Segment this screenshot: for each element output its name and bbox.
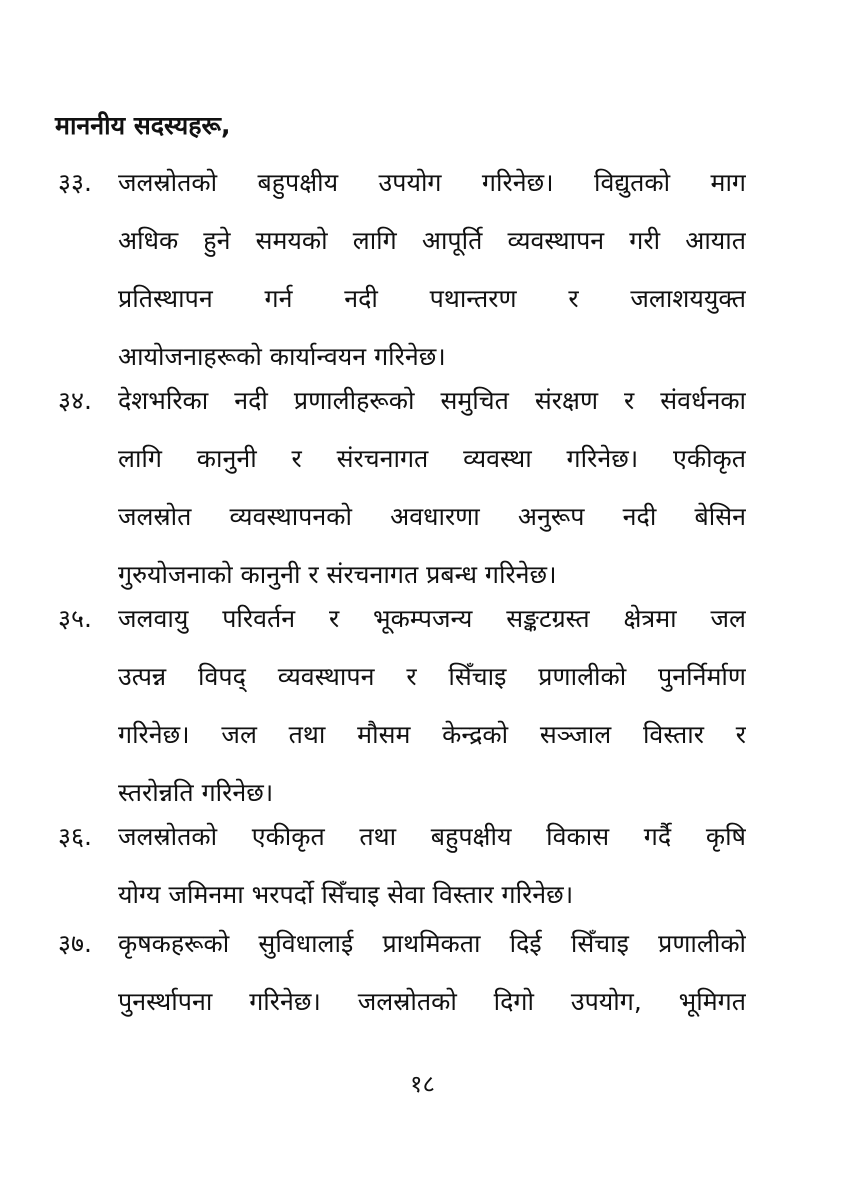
paragraph-34	[58, 372, 748, 604]
salutation-heading: माननीय सदस्यहरू,	[55, 111, 231, 140]
paragraph-number: ३५.	[58, 604, 92, 633]
paragraph-line: कृषकहरूको सुविधालाई प्राथमिकता दिई सिँचाइ प्रणालीको	[118, 929, 746, 958]
paragraph-line: जलवायु परिवर्तन र भूकम्पजन्य सङ्कटग्रस्त क्षेत्रमा जल	[118, 604, 746, 633]
paragraph-number: ३६.	[58, 822, 92, 851]
paragraph-37	[58, 915, 748, 1031]
paragraph-line: जलस्रोतको एकीकृत तथा बहुपक्षीय विकास गर्दै कृषि	[118, 822, 746, 851]
paragraph-33	[58, 154, 748, 386]
paragraph-line: देशभरिका नदी प्रणालीहरूको समुचित संरक्षण र संवर्धनका	[118, 386, 746, 415]
paragraph-line: गरिनेछ। जल तथा मौसम केन्द्रको सञ्जाल विस्तार र	[118, 720, 746, 749]
page-number: १८	[410, 1070, 435, 1098]
paragraph-36	[58, 808, 748, 924]
paragraph-line: अधिक हुने समयको लागि आपूर्ति व्यवस्थापन गरी आयात	[118, 226, 746, 255]
paragraph-line: आयोजनाहरूको कार्यान्वयन गरिनेछ।	[118, 342, 446, 371]
paragraph-line: पुनर्स्थापना गरिनेछ। जलस्रोतको दिगो उपयोग, भूमिगत	[118, 987, 746, 1016]
paragraph-number: ३७.	[58, 929, 92, 958]
paragraph-line: गुरुयोजनाको कानुनी र संरचनागत प्रबन्ध गरिनेछ।	[118, 560, 557, 589]
paragraph-number: ३४.	[58, 386, 92, 415]
paragraph-line: प्रतिस्थापन गर्न नदी पथान्तरण र जलाशययुक्त	[118, 284, 746, 313]
paragraph-35	[58, 590, 748, 822]
paragraph-number: ३३.	[58, 168, 92, 197]
paragraph-line: स्तरोन्नति गरिनेछ।	[118, 778, 274, 807]
paragraph-line: उत्पन्न विपद् व्यवस्थापन र सिँचाइ प्रणालीको पुनर्निर्माण	[118, 662, 746, 691]
paragraph-line: जलस्रोत व्यवस्थापनको अवधारणा अनुरूप नदी बेसिन	[118, 502, 746, 531]
paragraph-line: योग्य जमिनमा भरपर्दो सिँचाइ सेवा विस्तार गरिनेछ।	[118, 880, 574, 909]
paragraph-line: लागि कानुनी र संरचनागत व्यवस्था गरिनेछ। एकीकृत	[118, 444, 746, 473]
paragraph-line: जलस्रोतको बहुपक्षीय उपयोग गरिनेछ। विद्युतको माग	[118, 168, 746, 197]
